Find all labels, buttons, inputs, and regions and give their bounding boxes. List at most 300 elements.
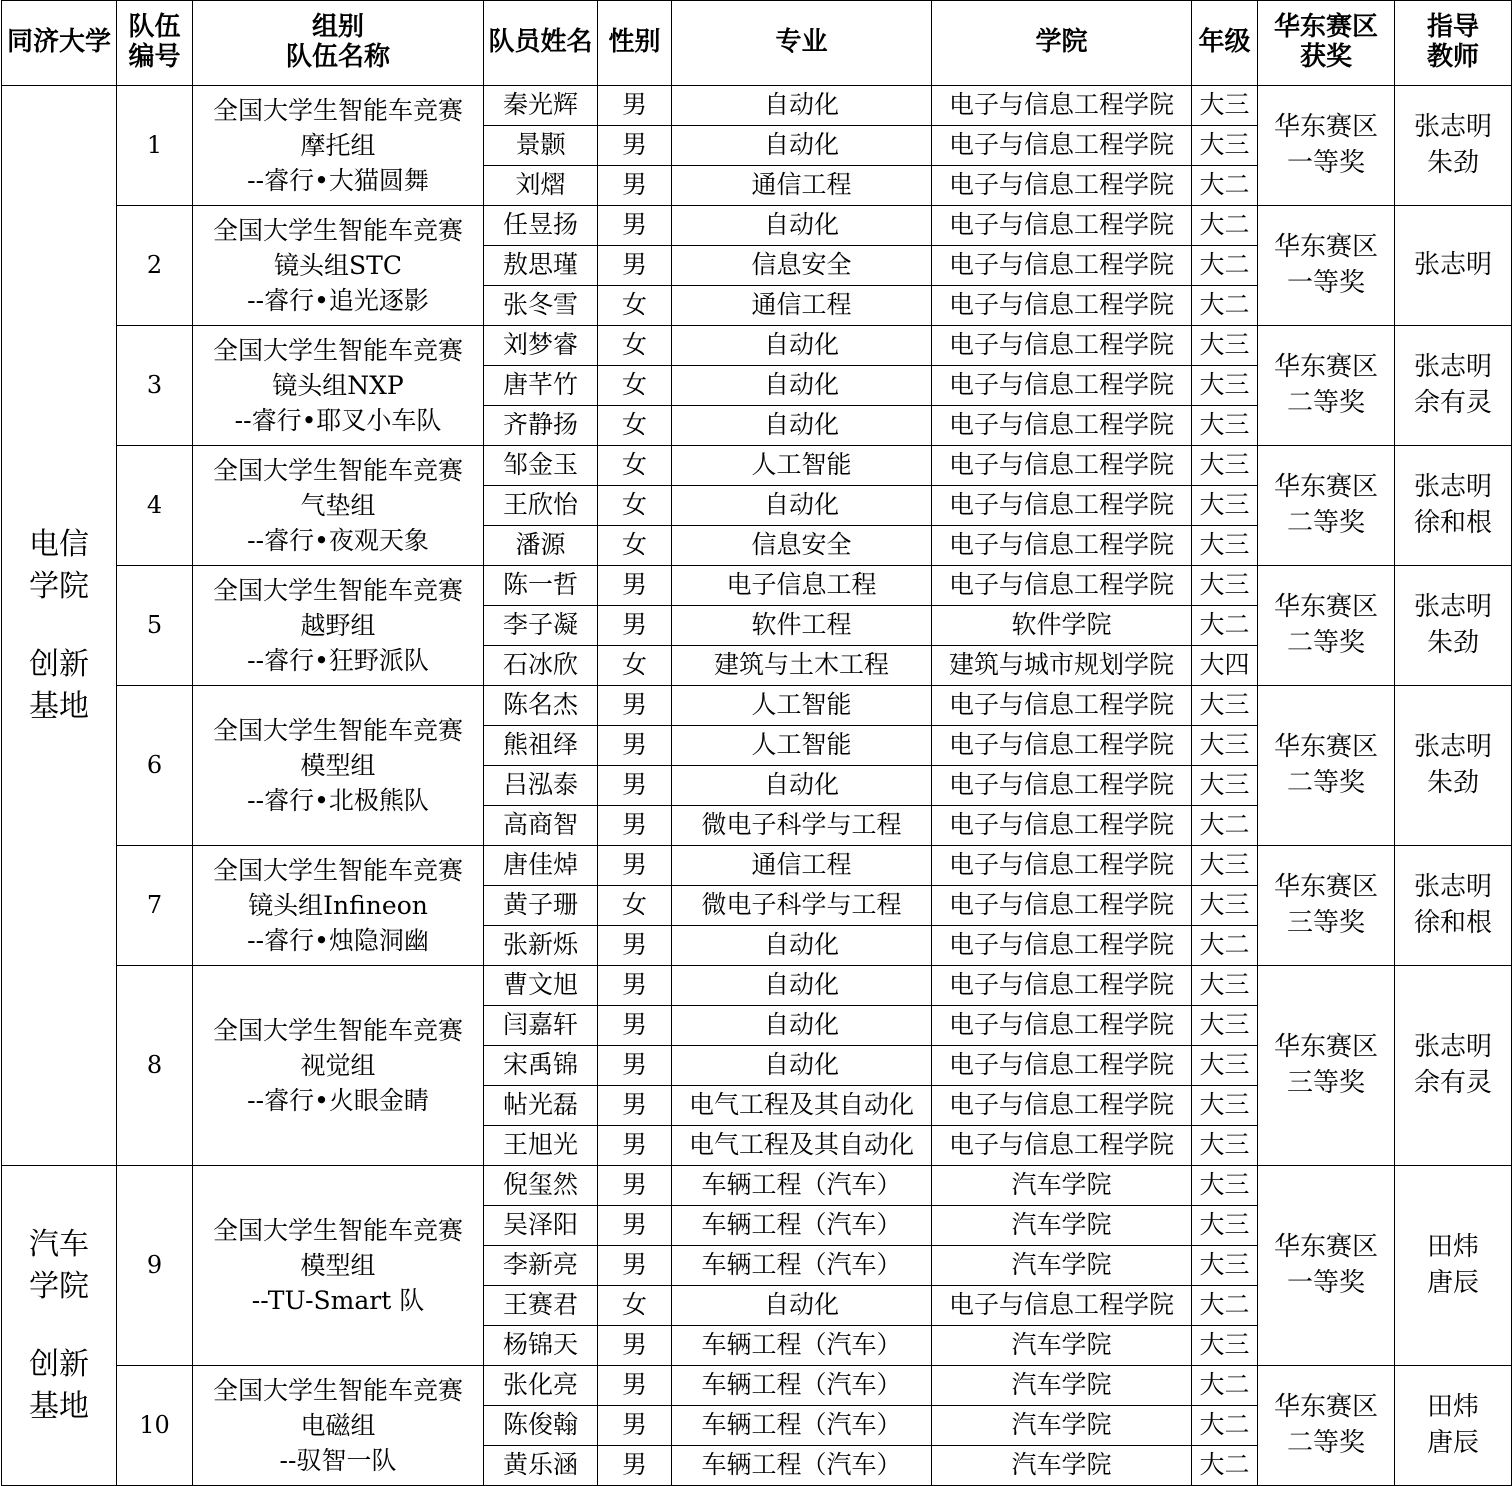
- institution-line: 电信: [29, 526, 89, 562]
- member-grade: 大二: [1192, 246, 1258, 286]
- member-college: 电子与信息工程学院: [932, 1286, 1192, 1326]
- institution-line: 基地: [29, 688, 89, 724]
- advisor-cell: [1395, 1366, 1512, 1486]
- member-major: 车辆工程（汽车）: [672, 1166, 932, 1206]
- member-college: 软件学院: [932, 606, 1192, 646]
- member-name: 刘梦睿: [484, 326, 598, 366]
- member-gender: 男: [598, 606, 672, 646]
- team-name-line: 摩托组: [300, 131, 376, 160]
- member-major: 自动化: [672, 1046, 932, 1086]
- member-name: 石冰欣: [484, 646, 598, 686]
- member-grade: 大四: [1192, 646, 1258, 686]
- award-line: 华东赛区: [1273, 732, 1378, 763]
- member-name: 倪玺然: [484, 1166, 598, 1206]
- advisor-line: 张志明: [1413, 352, 1492, 383]
- advisor-cell: [1395, 326, 1512, 446]
- member-major: 车辆工程（汽车）: [672, 1206, 932, 1246]
- team-number: 2: [117, 206, 193, 326]
- header-advisor: [1395, 1, 1512, 86]
- member-name: 吕泓泰: [484, 766, 598, 806]
- award-line: 二等奖: [1286, 1427, 1365, 1458]
- member-college: 电子与信息工程学院: [932, 326, 1192, 366]
- member-gender: 男: [598, 1166, 672, 1206]
- member-major: 信息安全: [672, 246, 932, 286]
- award-line: 二等奖: [1286, 387, 1365, 418]
- award-line: 华东赛区: [1273, 112, 1378, 143]
- member-name: 李新亮: [484, 1246, 598, 1286]
- header-award-line: 华东赛区: [1273, 12, 1378, 43]
- award-line: 华东赛区: [1273, 1232, 1378, 1263]
- member-grade: 大三: [1192, 1246, 1258, 1286]
- advisor-line: 田炜: [1426, 1232, 1479, 1263]
- member-college: 电子与信息工程学院: [932, 446, 1192, 486]
- header-advisor-line: 教师: [1426, 42, 1479, 72]
- member-gender: 男: [598, 166, 672, 206]
- member-gender: 男: [598, 686, 672, 726]
- member-gender: 男: [598, 1366, 672, 1406]
- advisor-line: 张志明: [1413, 1032, 1492, 1063]
- member-gender: 男: [598, 1206, 672, 1246]
- award-line: 华东赛区: [1273, 472, 1378, 503]
- member-college: 电子与信息工程学院: [932, 1126, 1192, 1166]
- member-grade: 大三: [1192, 846, 1258, 886]
- award-line: 华东赛区: [1273, 592, 1378, 623]
- member-gender: 女: [598, 1286, 672, 1326]
- member-college: 电子与信息工程学院: [932, 1006, 1192, 1046]
- award-line: 华东赛区: [1273, 232, 1378, 263]
- member-grade: 大三: [1192, 1326, 1258, 1366]
- member-major: 自动化: [672, 406, 932, 446]
- member-gender: 女: [598, 646, 672, 686]
- advisor-line: 余有灵: [1413, 387, 1492, 418]
- institution-line: 学院: [29, 1268, 89, 1304]
- institution-line: 基地: [29, 1388, 89, 1424]
- team-name-line: 全国大学生智能车竞赛: [212, 856, 463, 885]
- member-grade: 大三: [1192, 1126, 1258, 1166]
- member-major: 自动化: [672, 86, 932, 126]
- team-name-line: --睿行•火眼金睛: [247, 1086, 429, 1115]
- member-college: 电子与信息工程学院: [932, 166, 1192, 206]
- member-name: 齐静扬: [484, 406, 598, 446]
- member-gender: 女: [598, 286, 672, 326]
- team-name-line: 全国大学生智能车竞赛: [212, 456, 463, 485]
- team-name-cell: [193, 966, 484, 1166]
- advisor-line: 张志明: [1413, 249, 1492, 280]
- member-grade: 大二: [1192, 1446, 1258, 1486]
- institution-line: 学院: [29, 568, 89, 604]
- award-cell: [1258, 846, 1395, 966]
- member-major: 自动化: [672, 1006, 932, 1046]
- team-name-line: --睿行•大猫圆舞: [247, 166, 429, 195]
- member-gender: 男: [598, 126, 672, 166]
- member-gender: 男: [598, 926, 672, 966]
- team-name-cell: [193, 686, 484, 846]
- team-name-line: --睿行•耶叉小车队: [234, 406, 442, 435]
- member-grade: 大三: [1192, 566, 1258, 606]
- member-name: 曹文旭: [484, 966, 598, 1006]
- member-grade: 大二: [1192, 926, 1258, 966]
- header-award: [1258, 1, 1395, 86]
- table-row: [2, 566, 1512, 606]
- table-row: [2, 326, 1512, 366]
- member-major: 微电子科学与工程: [672, 806, 932, 846]
- member-gender: 男: [598, 1446, 672, 1486]
- member-gender: 男: [598, 1246, 672, 1286]
- member-name: 张冬雪: [484, 286, 598, 326]
- member-gender: 男: [598, 86, 672, 126]
- member-college: 电子与信息工程学院: [932, 966, 1192, 1006]
- member-college: 汽车学院: [932, 1206, 1192, 1246]
- member-grade: 大二: [1192, 806, 1258, 846]
- member-gender: 男: [598, 1406, 672, 1446]
- table-row: [2, 966, 1512, 1006]
- member-gender: 男: [598, 246, 672, 286]
- team-name-line: 全国大学生智能车竞赛: [212, 96, 463, 125]
- team-name-line: 视觉组: [300, 1051, 376, 1080]
- team-number: 4: [117, 446, 193, 566]
- member-name: 陈名杰: [484, 686, 598, 726]
- team-name-line: 全国大学生智能车竞赛: [212, 1376, 463, 1405]
- member-name: 陈俊翰: [484, 1406, 598, 1446]
- team-name-cell: [193, 1366, 484, 1486]
- team-number: 5: [117, 566, 193, 686]
- award-cell: [1258, 446, 1395, 566]
- team-name-cell: [193, 326, 484, 446]
- member-major: 自动化: [672, 126, 932, 166]
- team-name-line: --睿行•烛隐洞幽: [247, 926, 429, 955]
- member-name: 王欣怡: [484, 486, 598, 526]
- team-name-line: 镜头组Infineon: [248, 891, 428, 920]
- member-major: 微电子科学与工程: [672, 886, 932, 926]
- member-grade: 大三: [1192, 86, 1258, 126]
- award-cell: [1258, 566, 1395, 686]
- member-gender: 男: [598, 726, 672, 766]
- member-grade: 大三: [1192, 1166, 1258, 1206]
- member-major: 人工智能: [672, 686, 932, 726]
- team-name-line: 电磁组: [300, 1411, 376, 1440]
- member-college: 电子与信息工程学院: [932, 726, 1192, 766]
- advisor-line: 朱劲: [1426, 767, 1479, 798]
- member-name: 李子凝: [484, 606, 598, 646]
- member-name: 王赛君: [484, 1286, 598, 1326]
- member-gender: 男: [598, 846, 672, 886]
- member-major: 车辆工程（汽车）: [672, 1406, 932, 1446]
- award-line: 一等奖: [1286, 147, 1365, 178]
- advisor-line: 田炜: [1426, 1392, 1479, 1423]
- member-major: 自动化: [672, 366, 932, 406]
- member-gender: 女: [598, 446, 672, 486]
- member-major: 建筑与土木工程: [672, 646, 932, 686]
- header-grade: 年级: [1192, 1, 1258, 86]
- team-name-line: 全国大学生智能车竞赛: [212, 1016, 463, 1045]
- header-member: 队员姓名: [484, 1, 598, 86]
- member-college: 电子与信息工程学院: [932, 686, 1192, 726]
- team-name-line: --睿行•夜观天象: [247, 526, 429, 555]
- member-gender: 男: [598, 206, 672, 246]
- advisor-line: 唐辰: [1426, 1427, 1479, 1458]
- award-line: 二等奖: [1286, 627, 1365, 658]
- advisor-line: 张志明: [1413, 112, 1492, 143]
- member-grade: 大三: [1192, 126, 1258, 166]
- team-name-line: 气垫组: [300, 491, 376, 520]
- member-name: 唐佳焯: [484, 846, 598, 886]
- team-name-line: 模型组: [300, 751, 376, 780]
- member-major: 自动化: [672, 326, 932, 366]
- member-college: 电子与信息工程学院: [932, 926, 1192, 966]
- advisor-cell: [1395, 566, 1512, 686]
- advisor-line: 唐辰: [1426, 1267, 1479, 1298]
- award-cell: [1258, 686, 1395, 846]
- advisor-cell: [1395, 686, 1512, 846]
- member-gender: 女: [598, 486, 672, 526]
- institution-line: 创新: [29, 1346, 89, 1382]
- member-grade: 大三: [1192, 446, 1258, 486]
- award-line: 一等奖: [1286, 1267, 1365, 1298]
- team-number: 6: [117, 686, 193, 846]
- member-gender: 男: [598, 1086, 672, 1126]
- advisor-line: 朱劲: [1426, 627, 1479, 658]
- member-name: 王旭光: [484, 1126, 598, 1166]
- member-gender: 男: [598, 766, 672, 806]
- header-team-no-line: 队伍: [128, 12, 181, 43]
- member-college: 汽车学院: [932, 1406, 1192, 1446]
- institution-cell: [2, 86, 117, 1166]
- table-header: [2, 1, 1512, 86]
- member-college: 电子与信息工程学院: [932, 806, 1192, 846]
- award-cell: [1258, 966, 1395, 1166]
- institution-spacer: [2, 608, 116, 644]
- member-grade: 大二: [1192, 1366, 1258, 1406]
- member-grade: 大三: [1192, 326, 1258, 366]
- member-major: 通信工程: [672, 286, 932, 326]
- member-gender: 女: [598, 526, 672, 566]
- member-name: 陈一哲: [484, 566, 598, 606]
- header-group-line: 队伍名称: [285, 42, 390, 72]
- award-cell: [1258, 86, 1395, 206]
- member-college: 电子与信息工程学院: [932, 366, 1192, 406]
- member-college: 建筑与城市规划学院: [932, 646, 1192, 686]
- advisor-cell: [1395, 86, 1512, 206]
- member-name: 刘熠: [484, 166, 598, 206]
- table-row: [2, 846, 1512, 886]
- member-college: 电子与信息工程学院: [932, 566, 1192, 606]
- member-major: 车辆工程（汽车）: [672, 1246, 932, 1286]
- team-name-line: 模型组: [300, 1251, 376, 1280]
- award-line: 一等奖: [1286, 267, 1365, 298]
- member-major: 通信工程: [672, 846, 932, 886]
- team-name-cell: [193, 1166, 484, 1366]
- member-major: 通信工程: [672, 166, 932, 206]
- advisor-cell: [1395, 446, 1512, 566]
- team-number: 3: [117, 326, 193, 446]
- member-grade: 大三: [1192, 406, 1258, 446]
- member-college: 汽车学院: [932, 1446, 1192, 1486]
- advisor-line: 张志明: [1413, 592, 1492, 623]
- header-college: 学院: [932, 1, 1192, 86]
- member-college: 电子与信息工程学院: [932, 126, 1192, 166]
- member-grade: 大三: [1192, 1206, 1258, 1246]
- table-row: [2, 86, 1512, 126]
- header-group: [193, 1, 484, 86]
- header-university: 同济大学: [2, 1, 117, 86]
- award-cell: [1258, 1166, 1395, 1366]
- member-gender: 男: [598, 806, 672, 846]
- member-major: 自动化: [672, 486, 932, 526]
- member-college: 电子与信息工程学院: [932, 886, 1192, 926]
- member-gender: 女: [598, 326, 672, 366]
- member-college: 电子与信息工程学院: [932, 526, 1192, 566]
- team-name-line: --TU-Smart 队: [251, 1286, 425, 1315]
- award-cell: [1258, 1366, 1395, 1486]
- institution-cell: [2, 1166, 117, 1486]
- member-grade: 大三: [1192, 686, 1258, 726]
- member-gender: 男: [598, 1326, 672, 1366]
- team-name-cell: [193, 566, 484, 686]
- member-name: 闫嘉轩: [484, 1006, 598, 1046]
- advisor-line: 徐和根: [1413, 507, 1492, 538]
- member-major: 自动化: [672, 966, 932, 1006]
- member-grade: 大二: [1192, 166, 1258, 206]
- member-name: 任昱扬: [484, 206, 598, 246]
- award-line: 二等奖: [1286, 767, 1365, 798]
- member-major: 车辆工程（汽车）: [672, 1326, 932, 1366]
- member-major: 电气工程及其自动化: [672, 1126, 932, 1166]
- advisor-line: 张志明: [1413, 472, 1492, 503]
- advisor-cell: [1395, 846, 1512, 966]
- team-name-line: 镜头组STC: [274, 251, 402, 280]
- member-college: 电子与信息工程学院: [932, 206, 1192, 246]
- institution-line: 创新: [29, 646, 89, 682]
- award-line: 华东赛区: [1273, 872, 1378, 903]
- team-name-line: 全国大学生智能车竞赛: [212, 1216, 463, 1245]
- header-gender: 性别: [598, 1, 672, 86]
- member-gender: 男: [598, 1046, 672, 1086]
- member-grade: 大三: [1192, 366, 1258, 406]
- award-cell: [1258, 206, 1395, 326]
- member-major: 人工智能: [672, 446, 932, 486]
- member-gender: 女: [598, 886, 672, 926]
- advisor-line: 张志明: [1413, 872, 1492, 903]
- member-grade: 大三: [1192, 726, 1258, 766]
- member-name: 熊祖绎: [484, 726, 598, 766]
- member-college: 汽车学院: [932, 1166, 1192, 1206]
- member-name: 吴泽阳: [484, 1206, 598, 1246]
- team-name-cell: [193, 86, 484, 206]
- table-row: [2, 1166, 1512, 1206]
- award-line: 三等奖: [1286, 907, 1365, 938]
- member-college: 汽车学院: [932, 1246, 1192, 1286]
- member-gender: 女: [598, 366, 672, 406]
- member-name: 张新烁: [484, 926, 598, 966]
- advisor-line: 徐和根: [1413, 907, 1492, 938]
- member-grade: 大二: [1192, 606, 1258, 646]
- member-name: 黄乐涵: [484, 1446, 598, 1486]
- advisor-line: 张志明: [1413, 732, 1492, 763]
- advisor-cell: [1395, 1166, 1512, 1366]
- team-number: 7: [117, 846, 193, 966]
- header-group-line: 组别: [311, 12, 364, 43]
- team-name-line: --睿行•北极熊队: [247, 786, 429, 815]
- member-gender: 女: [598, 406, 672, 446]
- team-number: 1: [117, 86, 193, 206]
- member-grade: 大三: [1192, 766, 1258, 806]
- member-major: 车辆工程（汽车）: [672, 1446, 932, 1486]
- member-name: 秦光辉: [484, 86, 598, 126]
- member-major: 信息安全: [672, 526, 932, 566]
- team-name-line: 镜头组NXP: [272, 371, 404, 400]
- member-gender: 男: [598, 966, 672, 1006]
- award-line: 华东赛区: [1273, 1392, 1378, 1423]
- member-college: 汽车学院: [932, 1326, 1192, 1366]
- member-grade: 大三: [1192, 1046, 1258, 1086]
- team-name-cell: [193, 206, 484, 326]
- team-roster-table: [1, 0, 1512, 1486]
- table-row: [2, 206, 1512, 246]
- member-major: 人工智能: [672, 726, 932, 766]
- table-row: [2, 1366, 1512, 1406]
- member-college: 电子与信息工程学院: [932, 286, 1192, 326]
- team-number: 10: [117, 1366, 193, 1486]
- member-major: 自动化: [672, 766, 932, 806]
- member-grade: 大二: [1192, 1286, 1258, 1326]
- member-major: 自动化: [672, 1286, 932, 1326]
- header-major: 专业: [672, 1, 932, 86]
- member-college: 汽车学院: [932, 1366, 1192, 1406]
- member-college: 电子与信息工程学院: [932, 1046, 1192, 1086]
- header-award-line: 获奖: [1299, 42, 1352, 72]
- member-college: 电子与信息工程学院: [932, 86, 1192, 126]
- advisor-line: 朱劲: [1426, 147, 1479, 178]
- member-major: 自动化: [672, 206, 932, 246]
- team-number: 9: [117, 1166, 193, 1366]
- member-major: 电气工程及其自动化: [672, 1086, 932, 1126]
- institution-line: 汽车: [29, 1226, 89, 1262]
- member-grade: 大二: [1192, 206, 1258, 246]
- member-name: 黄子珊: [484, 886, 598, 926]
- award-line: 三等奖: [1286, 1067, 1365, 1098]
- header-team-no-line: 编号: [128, 42, 181, 72]
- team-name-line: --睿行•狂野派队: [247, 646, 429, 675]
- member-grade: 大二: [1192, 1406, 1258, 1446]
- advisor-line: 余有灵: [1413, 1067, 1492, 1098]
- member-grade: 大三: [1192, 1086, 1258, 1126]
- header-team-no: [117, 1, 193, 86]
- member-name: 景颢: [484, 126, 598, 166]
- table-row: [2, 446, 1512, 486]
- institution-spacer: [2, 1308, 116, 1344]
- member-name: 张化亮: [484, 1366, 598, 1406]
- member-gender: 男: [598, 1126, 672, 1166]
- member-grade: 大二: [1192, 286, 1258, 326]
- member-college: 电子与信息工程学院: [932, 486, 1192, 526]
- table-body: [2, 86, 1512, 1486]
- award-line: 华东赛区: [1273, 1032, 1378, 1063]
- team-name-line: 全国大学生智能车竞赛: [212, 336, 463, 365]
- member-name: 杨锦天: [484, 1326, 598, 1366]
- member-major: 车辆工程（汽车）: [672, 1366, 932, 1406]
- advisor-cell: [1395, 206, 1512, 326]
- member-name: 潘源: [484, 526, 598, 566]
- member-college: 电子与信息工程学院: [932, 406, 1192, 446]
- member-gender: 男: [598, 1006, 672, 1046]
- table-row: [2, 686, 1512, 726]
- team-name-line: 全国大学生智能车竞赛: [212, 576, 463, 605]
- member-name: 邹金玉: [484, 446, 598, 486]
- member-name: 帖光磊: [484, 1086, 598, 1126]
- member-gender: 男: [598, 566, 672, 606]
- member-college: 电子与信息工程学院: [932, 1086, 1192, 1126]
- award-line: 华东赛区: [1273, 352, 1378, 383]
